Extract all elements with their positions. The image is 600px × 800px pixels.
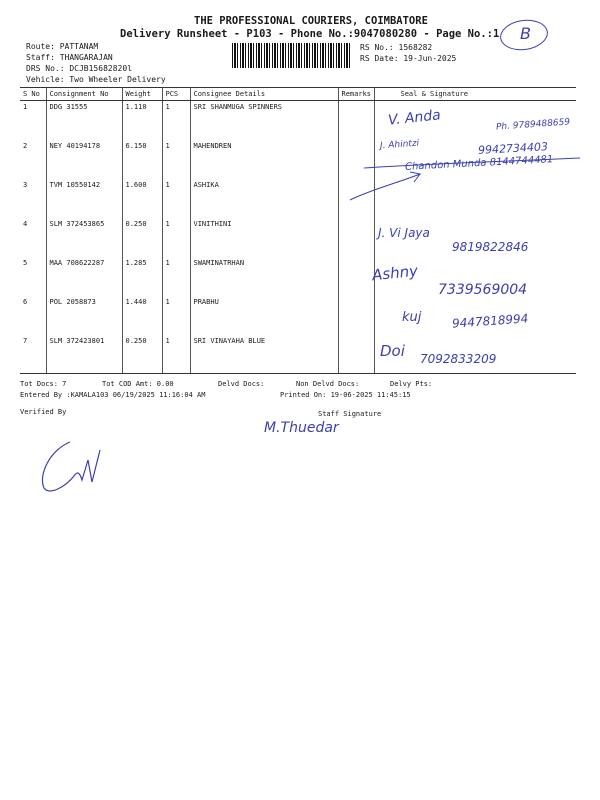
row4-phone: 9819822846 (452, 240, 529, 254)
col-consignment: Consignment No (46, 88, 122, 101)
entered-by: Entered By :KAMALA103 06/19/2025 11:16:04 AM (20, 391, 206, 399)
delvy-pts: Delvy Pts: (390, 380, 433, 388)
row-sno: 7 (20, 335, 46, 374)
row-pcs: 1 (162, 101, 190, 140)
row7-phone: 7092833209 (420, 352, 497, 366)
verified-by-signature (30, 430, 120, 500)
route-label: Route: PATTANAM (26, 42, 99, 51)
staff-label: Staff: THANGARAJAN (26, 53, 113, 62)
row6-phone: 9447818994 (451, 311, 529, 331)
table-header-row (20, 88, 576, 101)
runsheet-table (20, 88, 576, 374)
row-sno: 1 (20, 101, 46, 140)
row-weight: 0.250 (122, 218, 162, 257)
row-remarks (338, 296, 374, 335)
row-sno: 3 (20, 179, 46, 218)
company-title: THE PROFESSIONAL COURIERS, COIMBATORE (194, 15, 428, 27)
row-remarks (338, 218, 374, 257)
row1-phone: Ph. 9789488659 (495, 117, 571, 133)
col-weight: Weight (122, 88, 162, 101)
row-consignee: SRI SHANMUGA SPINNERS (190, 101, 338, 140)
row-remarks (338, 101, 374, 140)
row-consignee: ASHIKA (190, 179, 338, 218)
row-consignee: MAHENDREN (190, 140, 338, 179)
col-signature: Seal & Signature (374, 88, 576, 101)
row-consignment: MAA 708622287 (46, 257, 122, 296)
row3-handwritten-strokes (330, 150, 590, 210)
runsheet-title: Delivery Runsheet - P103 - Phone No.:9047080280 - Page No.:1 (120, 28, 500, 40)
row-sno: 5 (20, 257, 46, 296)
row-remarks (338, 335, 374, 374)
verified-by-label: Verified By (20, 408, 67, 416)
row-consignment: NEY 40194178 (46, 140, 122, 179)
row-pcs: 1 (162, 179, 190, 218)
row2-phone: 9942734403 (477, 140, 549, 157)
row-weight: 6.150 (122, 140, 162, 179)
staff-signature-label: Staff Signature (318, 410, 382, 418)
row-pcs: 1 (162, 140, 190, 179)
table-row (20, 101, 576, 140)
drs-no-label: DRS No.: DCJB15682820l (26, 64, 132, 73)
row-weight: 1.285 (122, 257, 162, 296)
row-consignee: VINITHINI (190, 218, 338, 257)
page-mark: B (520, 24, 531, 43)
col-sno: S No (20, 88, 46, 101)
delvd-docs: Delvd Docs: (218, 380, 265, 388)
col-remarks: Remarks (338, 88, 374, 101)
barcode (232, 43, 352, 68)
vehicle-label: Vehicle: Two Wheeler Delivery (26, 75, 166, 84)
row-consignment: TVM 10550142 (46, 179, 122, 218)
tot-docs: Tot Docs: 7 (20, 380, 67, 388)
row-sno: 4 (20, 218, 46, 257)
row-sno: 6 (20, 296, 46, 335)
row-sno: 2 (20, 140, 46, 179)
row2-signature: J. Ahintzi (379, 138, 420, 152)
row5-signature: Ashny (371, 261, 419, 285)
tot-cod-amt: Tot COD Amt: 0.00 (102, 380, 174, 388)
row-pcs: 1 (162, 218, 190, 257)
col-consignee: Consignee Details (190, 88, 338, 101)
row-weight: 1.600 (122, 179, 162, 218)
row-pcs: 1 (162, 335, 190, 374)
row-weight: 1.440 (122, 296, 162, 335)
row4-signature: J. Vi Jaya (378, 226, 430, 240)
row6-signature: kuj (402, 310, 422, 325)
staff-signature: M.Thuedar (264, 420, 339, 436)
row-consignment: POL 2058873 (46, 296, 122, 335)
non-delvd-docs: Non Delvd Docs: (296, 380, 360, 388)
row-weight: 1.110 (122, 101, 162, 140)
row-consignee: PRABHU (190, 296, 338, 335)
row-weight: 0.250 (122, 335, 162, 374)
col-pcs: PCS (162, 88, 190, 101)
row-consignment: SLM 372423801 (46, 335, 122, 374)
row5-phone: 7339569004 (438, 282, 528, 298)
row-remarks (338, 257, 374, 296)
row-pcs: 1 (162, 296, 190, 335)
row-consignment: SLM 372453865 (46, 218, 122, 257)
row1-signature: V. Anda (387, 107, 442, 129)
printed-on: Printed On: 19-06-2025 11:45:15 (280, 391, 411, 399)
row-consignee: SRI VINAYAHA BLUE (190, 335, 338, 374)
row2-second-signature: Chandon Munda 8144744481 (404, 154, 554, 173)
row-consignee: SWAMINATRHAN (190, 257, 338, 296)
rs-no-label: RS No.: 1568282 (360, 43, 433, 52)
row-consignment: DDG 31555 (46, 101, 122, 140)
rs-date-label: RS Date: 19-Jun-2025 (360, 54, 457, 63)
row7-signature: Doi (380, 342, 405, 360)
row-pcs: 1 (162, 257, 190, 296)
